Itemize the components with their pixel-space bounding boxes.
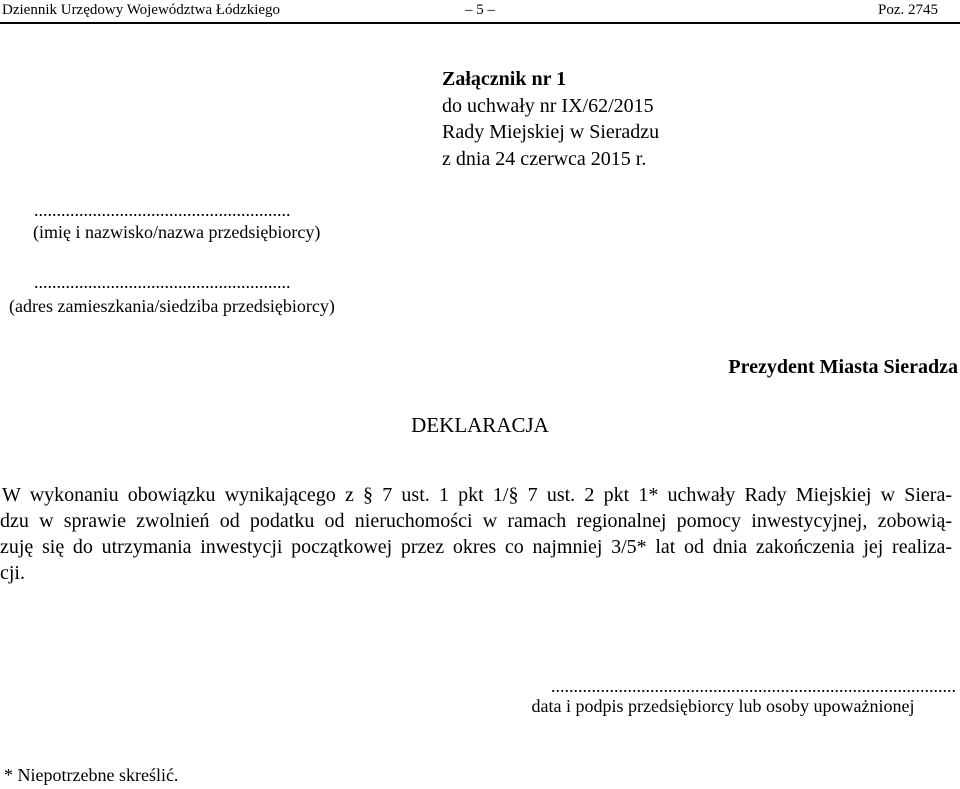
name-field: [33, 200, 321, 242]
name-dots: .........................................................: [34, 200, 291, 220]
annex-title: Załącznik nr 1: [442, 68, 567, 90]
signature-field: [490, 676, 956, 716]
addressee: Prezydent Miasta Sieradza: [728, 356, 958, 378]
declaration-line: zuję się do utrzymania inwestycji początkowej przez okres co najmniej 3/5* lat od dnia zakończenia jej realiza-: [0, 536, 952, 558]
annex-resolution: do uchwały nr IX/62/2015: [442, 94, 654, 117]
address-field: [9, 272, 335, 316]
declaration-line: cji.: [0, 562, 25, 584]
declaration-text: [0, 482, 952, 586]
journal-name: Dziennik Urzędowy Województwa Łódzkiego: [2, 2, 281, 18]
footnote: * Niepotrzebne skreślić.: [4, 765, 179, 785]
declaration-line: W wykonaniu obowiązku wynikającego z § 7 ust. 1 pkt 1/§ 7 ust. 2 pkt 1* uchwały Rady Miejskiej w Siera-: [2, 484, 952, 506]
address-caption: (adres zamieszkania/siedziba przedsiębiorcy): [9, 296, 335, 316]
declaration-line: dzu w sprawie zwolnień od podatku od nieruchomości w ramach regionalnej pomocy inwestycyjnej, zobowią-: [0, 510, 952, 532]
annex-council: Rady Miejskiej w Sieradzu: [442, 121, 660, 143]
annex-block: [442, 66, 659, 172]
page-number: – 5 –: [465, 2, 495, 18]
name-caption: (imię i nazwisko/nazwa przedsiębiorcy): [33, 222, 321, 242]
signature-caption: data i podpis przedsiębiorcy lub osoby upoważnionej: [531, 696, 915, 716]
page-header: [0, 0, 960, 24]
header-rule: [0, 22, 960, 24]
document-title: DEKLARACJA: [411, 413, 549, 437]
position-number: Poz. 2745: [878, 2, 938, 18]
address-dots: .........................................................: [34, 272, 291, 292]
signature-dots: ..........................................................................................: [551, 676, 956, 696]
annex-date: z dnia 24 czerwca 2015 r.: [442, 147, 647, 170]
